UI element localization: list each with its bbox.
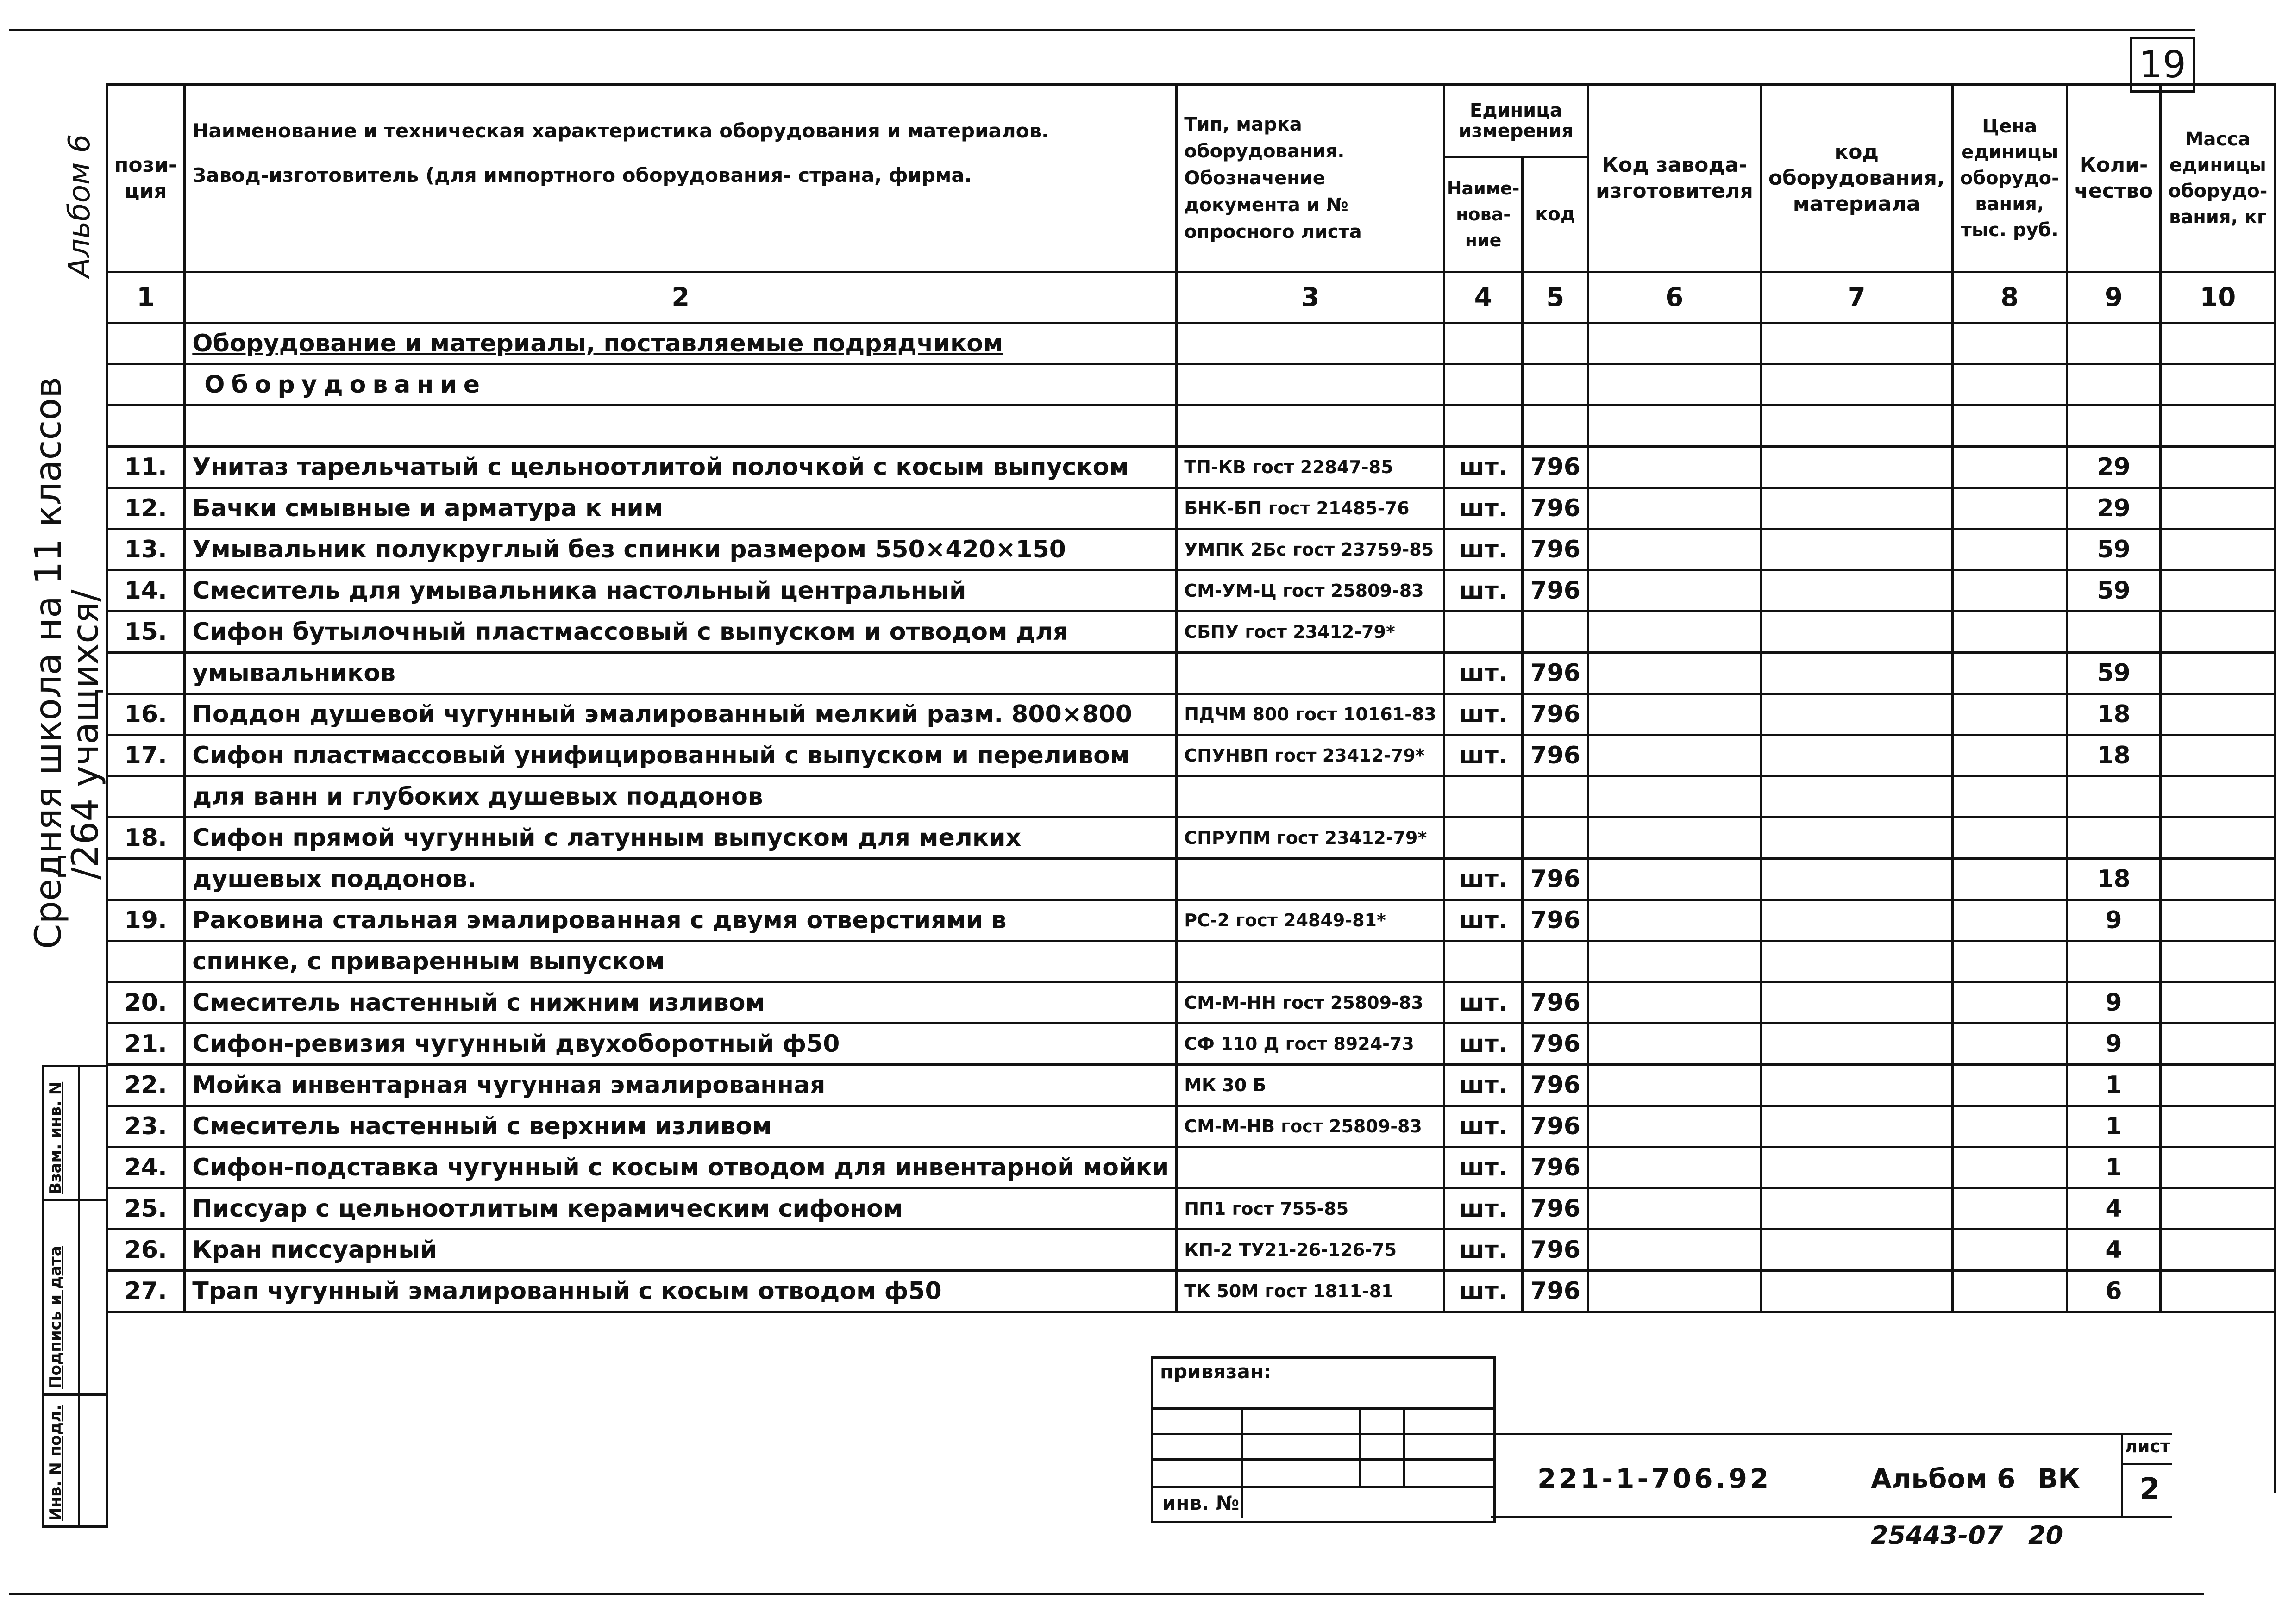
row-position [107, 776, 185, 818]
row-unit: шт. [1444, 735, 1523, 776]
side-stamp-line [78, 1065, 80, 1528]
header-factory-code: Код завода-изготовителя [1588, 85, 1761, 272]
row-mass [2161, 612, 2275, 653]
row-quantity: 59 [2067, 529, 2161, 570]
table-row [107, 1024, 2275, 1065]
row-equipment-code [1761, 1106, 1952, 1147]
stamp-line [1151, 1458, 1493, 1461]
row-equipment-code [1761, 941, 1952, 982]
sheet-number: 19 [2130, 37, 2195, 93]
row-quantity: 18 [2067, 694, 2161, 735]
section-title-row [107, 323, 2275, 364]
row-type: ПДЧМ 800 гост 10161-83 [1177, 694, 1444, 735]
row-mass [2161, 982, 2275, 1024]
row-unit-code: 796 [1523, 653, 1588, 694]
row-name: Писсуар с цельноотлитым керамическим сифоном [185, 1188, 1177, 1230]
row-equipment-code [1761, 694, 1952, 735]
row-price [1952, 488, 2067, 529]
header-mass: Масса единицы оборудо-вания, кг [2161, 85, 2275, 272]
table-row [107, 653, 2275, 694]
sheet-label: лист [2125, 1436, 2171, 1456]
header-type: Тип, марка оборудования. Обозначение документа и № опросного листа [1177, 85, 1444, 272]
side-stamp-line [42, 1065, 107, 1067]
row-name: Кран писсуарный [185, 1230, 1177, 1271]
row-mass [2161, 900, 2275, 941]
row-equipment-code [1761, 982, 1952, 1024]
row-unit-code: 796 [1523, 529, 1588, 570]
header-position: пози-ция [107, 85, 185, 272]
row-name: спинке, с приваренным выпуском [185, 941, 1177, 982]
row-unit-code: 796 [1523, 694, 1588, 735]
row-type: КП-2 ТУ21-26-126-75 [1177, 1230, 1444, 1271]
row-unit-code [1523, 818, 1588, 859]
header-quantity: Коли-чество [2067, 85, 2161, 272]
row-equipment-code [1761, 1147, 1952, 1188]
stamp-line [1151, 1486, 1493, 1488]
row-unit: шт. [1444, 1065, 1523, 1106]
table-row [107, 818, 2275, 859]
row-quantity: 59 [2067, 570, 2161, 612]
row-factory-code [1588, 859, 1761, 900]
col-number: 4 [1444, 272, 1523, 323]
row-name: Смеситель настенный с нижним изливом [185, 982, 1177, 1024]
row-unit-code [1523, 612, 1588, 653]
row-equipment-code [1761, 1188, 1952, 1230]
stamp-line [1151, 1433, 1493, 1435]
row-price [1952, 982, 2067, 1024]
row-quantity: 18 [2067, 735, 2161, 776]
row-unit-code: 796 [1523, 900, 1588, 941]
header-unit: Единица измерения [1444, 85, 1588, 157]
blank-row [107, 406, 2275, 447]
row-type: УМПК 2Бс гост 23759-85 [1177, 529, 1444, 570]
row-unit-code: 796 [1523, 859, 1588, 900]
row-name: Сифон пластмассовый унифицированный с выпуском и переливом [185, 735, 1177, 776]
row-unit: шт. [1444, 1188, 1523, 1230]
row-unit: шт. [1444, 859, 1523, 900]
table-row [107, 1271, 2275, 1312]
stamp-line [1359, 1407, 1361, 1486]
row-factory-code [1588, 1024, 1761, 1065]
header-equipment-code: код оборудования, материала [1761, 85, 1952, 272]
row-mass [2161, 941, 2275, 982]
row-type [1177, 776, 1444, 818]
row-unit-code [1523, 941, 1588, 982]
row-position: 17. [107, 735, 185, 776]
row-factory-code [1588, 1147, 1761, 1188]
row-quantity: 18 [2067, 859, 2161, 900]
table-row [107, 529, 2275, 570]
row-unit-code: 796 [1523, 1065, 1588, 1106]
inv-number-label: инв. № [1162, 1492, 1240, 1514]
side-album-label: Альбом 6 [63, 134, 97, 278]
row-factory-code [1588, 1188, 1761, 1230]
row-equipment-code [1761, 529, 1952, 570]
row-unit: шт. [1444, 570, 1523, 612]
row-position: 25. [107, 1188, 185, 1230]
row-unit: шт. [1444, 529, 1523, 570]
row-factory-code [1588, 488, 1761, 529]
col-number: 3 [1177, 272, 1444, 323]
row-price [1952, 1065, 2067, 1106]
row-position: 27. [107, 1271, 185, 1312]
row-name: Сифон прямой чугунный с латунным выпуском для мелких [185, 818, 1177, 859]
row-quantity: 29 [2067, 488, 2161, 529]
row-factory-code [1588, 735, 1761, 776]
row-factory-code [1588, 653, 1761, 694]
row-position: 14. [107, 570, 185, 612]
row-name: Раковина стальная эмалированная с двумя отверстиями в [185, 900, 1177, 941]
row-equipment-code [1761, 1230, 1952, 1271]
row-quantity [2067, 818, 2161, 859]
row-position: 26. [107, 1230, 185, 1271]
row-quantity: 29 [2067, 447, 2161, 488]
table-row [107, 941, 2275, 982]
row-factory-code [1588, 818, 1761, 859]
row-equipment-code [1761, 447, 1952, 488]
row-equipment-code [1761, 859, 1952, 900]
row-factory-code [1588, 941, 1761, 982]
table-row [107, 612, 2275, 653]
row-equipment-code [1761, 735, 1952, 776]
header-price: Цена единицы оборудо-вания, тыс. руб. [1952, 85, 2067, 272]
row-equipment-code [1761, 776, 1952, 818]
col-number: 7 [1761, 272, 1952, 323]
side-stamp-line [42, 1525, 107, 1528]
row-quantity: 59 [2067, 653, 2161, 694]
row-unit-code: 796 [1523, 1230, 1588, 1271]
row-unit: шт. [1444, 982, 1523, 1024]
row-name: для ванн и глубоких душевых поддонов [185, 776, 1177, 818]
row-mass [2161, 570, 2275, 612]
row-unit-code [1523, 776, 1588, 818]
section-code: ВК [2038, 1463, 2080, 1494]
row-factory-code [1588, 900, 1761, 941]
row-type [1177, 941, 1444, 982]
table-row [107, 735, 2275, 776]
row-unit: шт. [1444, 1147, 1523, 1188]
col-number: 6 [1588, 272, 1761, 323]
row-unit-code: 796 [1523, 982, 1588, 1024]
row-position [107, 859, 185, 900]
row-quantity: 1 [2067, 1106, 2161, 1147]
table-row [107, 1106, 2275, 1147]
row-equipment-code [1761, 900, 1952, 941]
row-price [1952, 612, 2067, 653]
row-name: Умывальник полукруглый без спинки размером 550×420×150 [185, 529, 1177, 570]
row-unit-code: 796 [1523, 1188, 1588, 1230]
col-number: 2 [185, 272, 1177, 323]
row-name: Сифон-ревизия чугунный двухоборотный ф50 [185, 1024, 1177, 1065]
footer-code: 25443-07 [1871, 1521, 2003, 1550]
row-name: Смеситель настенный с верхним изливом [185, 1106, 1177, 1147]
row-unit [1444, 818, 1523, 859]
row-quantity [2067, 612, 2161, 653]
title-line [1491, 1433, 2172, 1435]
row-factory-code [1588, 982, 1761, 1024]
row-unit: шт. [1444, 447, 1523, 488]
title-line [2121, 1463, 2172, 1465]
header-unit-code: код [1523, 157, 1588, 272]
row-name: Сифон-подставка чугунный с косым отводом для инвентарной мойки [185, 1147, 1177, 1188]
row-name: Бачки смывные и арматура к ним [185, 488, 1177, 529]
table-row [107, 694, 2275, 735]
row-unit-code: 796 [1523, 1106, 1588, 1147]
row-price [1952, 776, 2067, 818]
row-mass [2161, 818, 2275, 859]
col-number: 1 [107, 272, 185, 323]
row-unit: шт. [1444, 1106, 1523, 1147]
row-type: СМ-УМ-Ц гост 25809-83 [1177, 570, 1444, 612]
row-type: СПРУПМ гост 23412-79* [1177, 818, 1444, 859]
equipment-rows [107, 447, 2275, 1312]
row-price [1952, 1024, 2067, 1065]
row-unit: шт. [1444, 900, 1523, 941]
label-inv-orig: Инв. N подл. [46, 1405, 65, 1521]
section-title: Оборудование и материалы, поставляемые подрядчиком [185, 323, 1177, 364]
row-quantity: 4 [2067, 1230, 2161, 1271]
subsection-title: Оборудование [185, 364, 1177, 406]
header-row [107, 85, 2275, 157]
row-unit: шт. [1444, 694, 1523, 735]
row-position: 11. [107, 447, 185, 488]
row-equipment-code [1761, 1024, 1952, 1065]
row-position: 18. [107, 818, 185, 859]
table-row [107, 447, 2275, 488]
row-price [1952, 447, 2067, 488]
subsection-title-row [107, 364, 2275, 406]
row-position [107, 941, 185, 982]
top-frame-line [9, 29, 2195, 31]
col-number: 10 [2161, 272, 2275, 323]
table-row [107, 982, 2275, 1024]
label-sign-date: Подпись и дата [46, 1246, 65, 1389]
row-mass [2161, 1024, 2275, 1065]
row-quantity: 9 [2067, 982, 2161, 1024]
row-factory-code [1588, 1065, 1761, 1106]
row-quantity: 9 [2067, 900, 2161, 941]
row-name: Трап чугунный эмалированный с косым отводом ф50 [185, 1271, 1177, 1312]
row-quantity: 1 [2067, 1065, 2161, 1106]
row-quantity: 4 [2067, 1188, 2161, 1230]
row-equipment-code [1761, 1271, 1952, 1312]
row-price [1952, 1230, 2067, 1271]
row-price [1952, 529, 2067, 570]
row-name: умывальников [185, 653, 1177, 694]
row-equipment-code [1761, 818, 1952, 859]
row-position: 21. [107, 1024, 185, 1065]
label-replace-inv: Взам. инв. N [46, 1081, 65, 1194]
row-mass [2161, 1106, 2275, 1147]
row-type: БНК-БП гост 21485-76 [1177, 488, 1444, 529]
row-factory-code [1588, 570, 1761, 612]
row-unit-code: 796 [1523, 735, 1588, 776]
row-unit [1444, 776, 1523, 818]
table-row [107, 859, 2275, 900]
side-title-1: Средняя школа на 11 классов [28, 376, 69, 949]
row-unit-code: 796 [1523, 1147, 1588, 1188]
row-unit: шт. [1444, 488, 1523, 529]
row-mass [2161, 488, 2275, 529]
bottom-frame-line [9, 1593, 2204, 1595]
row-quantity [2067, 776, 2161, 818]
row-name: Мойка инвентарная чугунная эмалированная [185, 1065, 1177, 1106]
row-price [1952, 818, 2067, 859]
row-factory-code [1588, 612, 1761, 653]
table-row [107, 1188, 2275, 1230]
attached-label: привязан: [1160, 1360, 1272, 1383]
row-type: ТК 50М гост 1811-81 [1177, 1271, 1444, 1312]
row-position: 12. [107, 488, 185, 529]
row-name: Унитаз тарельчатый с цельноотлитой полочкой с косым выпуском [185, 447, 1177, 488]
row-type: СМ-М-НН гост 25809-83 [1177, 982, 1444, 1024]
row-mass [2161, 1271, 2275, 1312]
row-price [1952, 694, 2067, 735]
row-price [1952, 1271, 2067, 1312]
row-unit: шт. [1444, 1230, 1523, 1271]
row-type: СПУНВП гост 23412-79* [1177, 735, 1444, 776]
row-price [1952, 653, 2067, 694]
row-unit-code: 796 [1523, 447, 1588, 488]
row-type: ТП-КВ гост 22847-85 [1177, 447, 1444, 488]
row-type: СФ 110 Д гост 8924-73 [1177, 1024, 1444, 1065]
document-code: 221-1-706.92 [1537, 1463, 1772, 1494]
row-position: 24. [107, 1147, 185, 1188]
header-name-line1: Наименование и техническая характеристика оборудования и материалов. [192, 119, 1049, 142]
row-price [1952, 735, 2067, 776]
row-equipment-code [1761, 570, 1952, 612]
row-unit-code: 796 [1523, 570, 1588, 612]
row-factory-code [1588, 1230, 1761, 1271]
stamp-line [1151, 1407, 1493, 1410]
row-factory-code [1588, 1106, 1761, 1147]
row-type [1177, 653, 1444, 694]
row-quantity [2067, 941, 2161, 982]
table-row [107, 1230, 2275, 1271]
row-factory-code [1588, 776, 1761, 818]
row-mass [2161, 653, 2275, 694]
row-mass [2161, 859, 2275, 900]
header-unit-name: Наиме-нова-ние [1444, 157, 1523, 272]
row-mass [2161, 694, 2275, 735]
specification-table [106, 83, 2276, 1493]
row-factory-code [1588, 447, 1761, 488]
row-quantity: 9 [2067, 1024, 2161, 1065]
table-row [107, 1065, 2275, 1106]
row-equipment-code [1761, 1065, 1952, 1106]
title-line [1491, 1516, 2172, 1518]
row-type: МК 30 Б [1177, 1065, 1444, 1106]
side-stamp-line [106, 1065, 108, 1528]
row-type: СБПУ гост 23412-79* [1177, 612, 1444, 653]
row-type: РС-2 гост 24849-81* [1177, 900, 1444, 941]
row-unit: шт. [1444, 1271, 1523, 1312]
row-position: 15. [107, 612, 185, 653]
row-mass [2161, 1065, 2275, 1106]
row-name: душевых поддонов. [185, 859, 1177, 900]
table-row [107, 776, 2275, 818]
row-unit-code: 796 [1523, 1024, 1588, 1065]
stamp-line [1403, 1407, 1405, 1486]
header-name [185, 85, 1177, 272]
row-mass [2161, 735, 2275, 776]
row-position: 22. [107, 1065, 185, 1106]
row-name: Поддон душевой чугунный эмалированный мелкий разм. 800×800 [185, 694, 1177, 735]
column-number-row [107, 272, 2275, 323]
header-name-line2: Завод-изготовитель (для импортного оборудования- страна, фирма. [192, 164, 972, 187]
table-row [107, 1147, 2275, 1188]
row-unit: шт. [1444, 653, 1523, 694]
row-price [1952, 1188, 2067, 1230]
row-name: Сифон бутылочный пластмассовый с выпуском и отводом для [185, 612, 1177, 653]
side-stamp-line [42, 1065, 44, 1528]
footer-page: 20 [2028, 1521, 2063, 1550]
row-name: Смеситель для умывальника настольный центральный [185, 570, 1177, 612]
table-row [107, 900, 2275, 941]
row-factory-code [1588, 1271, 1761, 1312]
album-code: Альбом 6 [1871, 1463, 2016, 1494]
row-mass [2161, 1188, 2275, 1230]
title-line [2121, 1433, 2123, 1518]
row-equipment-code [1761, 653, 1952, 694]
row-position: 16. [107, 694, 185, 735]
row-position: 13. [107, 529, 185, 570]
sheet-value: 2 [2139, 1472, 2160, 1506]
row-mass [2161, 447, 2275, 488]
row-price [1952, 1106, 2067, 1147]
row-unit [1444, 941, 1523, 982]
row-mass [2161, 1230, 2275, 1271]
table-row [107, 488, 2275, 529]
col-number: 9 [2067, 272, 2161, 323]
col-number: 8 [1952, 272, 2067, 323]
row-unit [1444, 612, 1523, 653]
row-position: 23. [107, 1106, 185, 1147]
row-type: СМ-М-НВ гост 25809-83 [1177, 1106, 1444, 1147]
row-position: 19. [107, 900, 185, 941]
row-price [1952, 859, 2067, 900]
row-unit-code: 796 [1523, 488, 1588, 529]
row-equipment-code [1761, 488, 1952, 529]
row-price [1952, 570, 2067, 612]
row-quantity: 1 [2067, 1147, 2161, 1188]
row-mass [2161, 1147, 2275, 1188]
row-equipment-code [1761, 612, 1952, 653]
table-row [107, 570, 2275, 612]
row-mass [2161, 776, 2275, 818]
row-position: 20. [107, 982, 185, 1024]
row-type [1177, 859, 1444, 900]
row-type: ПП1 гост 755-85 [1177, 1188, 1444, 1230]
row-unit-code: 796 [1523, 1271, 1588, 1312]
row-quantity: 6 [2067, 1271, 2161, 1312]
side-stamp-line [42, 1199, 107, 1201]
row-price [1952, 1147, 2067, 1188]
col-number: 5 [1523, 272, 1588, 323]
row-mass [2161, 529, 2275, 570]
row-factory-code [1588, 694, 1761, 735]
row-type [1177, 1147, 1444, 1188]
row-factory-code [1588, 529, 1761, 570]
side-title-2: /264 учащихся/ [65, 589, 107, 880]
side-stamp-line [42, 1393, 107, 1396]
stamp-line [1241, 1407, 1243, 1518]
row-unit: шт. [1444, 1024, 1523, 1065]
row-position [107, 653, 185, 694]
row-price [1952, 900, 2067, 941]
row-price [1952, 941, 2067, 982]
